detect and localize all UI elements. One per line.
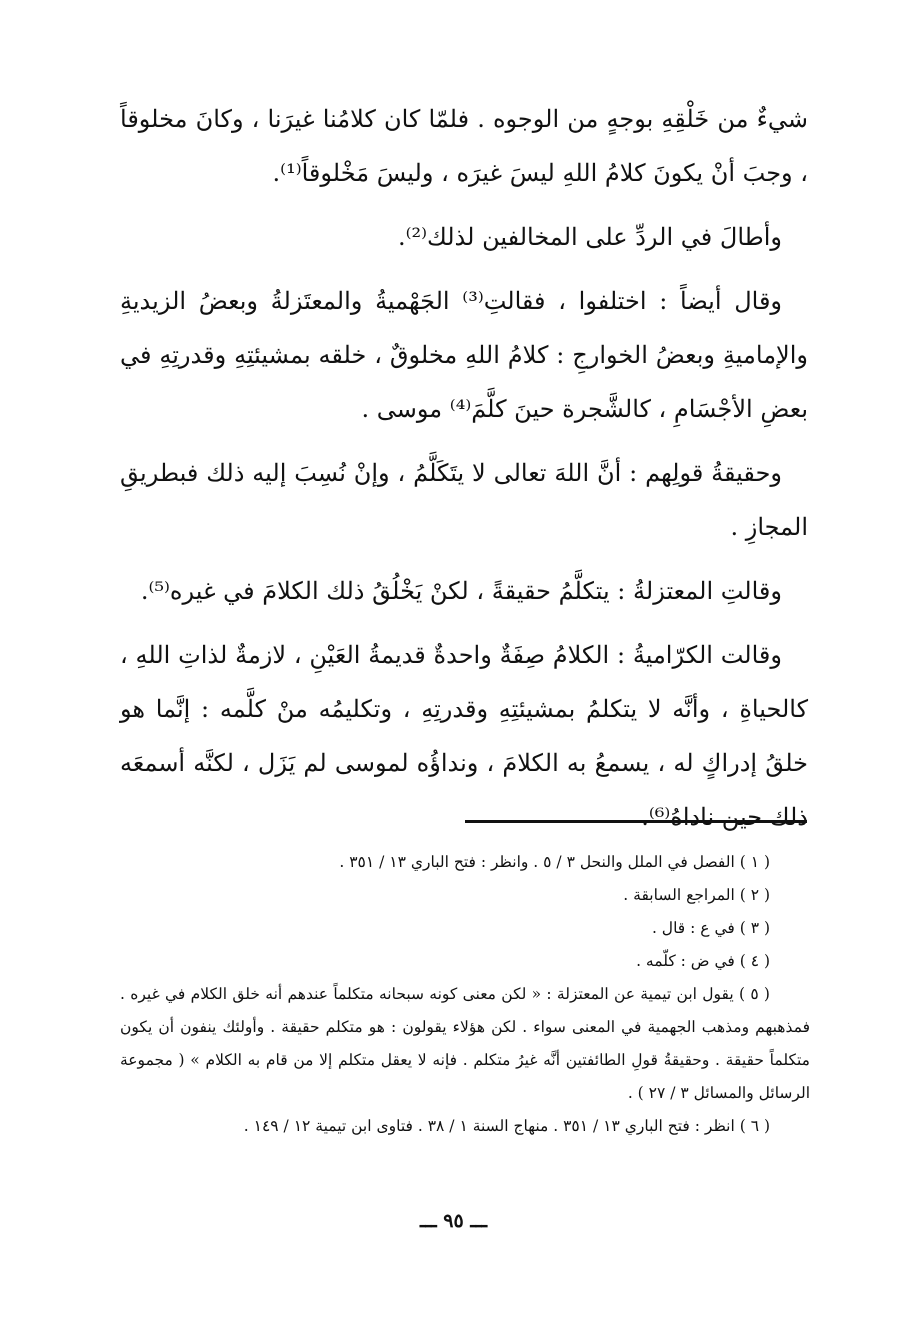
main-text — [120, 92, 808, 854]
footnotes — [120, 846, 810, 1143]
paragraph-4: وحقيقةُ قولِهم : أنَّ اللهَ تعالى لا يتَكَلَّمُ ، وإنْ نُسِبَ إليه ذلك فبطريقِ المجازِ . — [120, 459, 808, 541]
paragraph-6: وقالت الكرّاميةُ : الكلامُ صِفَةٌ واحدةٌ قديمةُ العَيْنِ ، لازمةٌ لذاتِ اللهِ ، كالحياةِ ، وأنَّه لا يتكلمُ بمشيئتِهِ وقدرتِهِ ، وتكليمُه منْ كلَّمه : إنَّما هو خلقُ إدراكٍ له ، يسمعُ به الكلامَ ، ونداؤُه لموسى لم يَزَل ، لكنَّه أسمعَه ذلك حين ناداهُ⁽⁶⁾. — [120, 641, 808, 831]
footnote-3: ( ٣ ) في ع : قال . — [651, 919, 770, 937]
footnote-4: ( ٤ ) في ض : كلّمه . — [636, 952, 770, 970]
page-number: ـــ ٩٥ ـــ — [419, 1210, 488, 1232]
footnote-separator — [465, 820, 807, 823]
paragraph-5: وقالتِ المعتزلةُ : يتكلَّمُ حقيقةً ، لكنْ يَخْلُقُ ذلك الكلامَ في غيره⁽⁵⁾. — [140, 577, 782, 605]
footnote-6: ( ٦ ) انظر : فتح الباري ١٣ / ٣٥١ . منهاج السنة ١ / ٣٨ . فتاوى ابن تيمية ١٢ / ١٤٩ . — [243, 1117, 770, 1135]
footnote-2: ( ٢ ) المراجع السابقة . — [623, 886, 770, 904]
paragraph-3: وقال أيضاً : اختلفوا ، فقالتِ⁽³⁾ الجَهْميةُ والمعتَزلةُ وبعضُ الزيديةِ والإماميةِ وبعضُ الخوارجِ : كلامُ اللهِ مخلوقٌ ، خلقه بمشيئتِهِ وقدرتِهِ في بعضِ الأجْسَامِ ، كالشَّجرة حينَ كلَّمَ⁽⁴⁾ موسى . — [120, 287, 808, 423]
footnote-5: ( ٥ ) يقول ابن تيمية عن المعتزلة : « لكن معنى كونه سبحانه متكلماً عندهم أنه خلق الكلام في غيره . فمذهبهم ومذهب الجهمية في المعنى سواء . لكن هؤلاء يقولون : هو متكلم حقيقة . وأولئك ينفون أن يكون متكلماً حقيقة . وحقيقةُ قولِ الطائفتين أنَّه غيرُ متكلم . فإنه لا يعقل متكلم إلا من قام به الكلام » ( مجموعة الرسائل والمسائل ٣ / ٢٧ ) . — [120, 985, 810, 1102]
footnote-1: ( ١ ) الفصل في الملل والنحل ٣ / ٥ . وانظر : فتح الباري ١٣ / ٣٥١ . — [339, 853, 770, 871]
paragraph-2: وأطالَ في الردِّ على المخالفين لذلك⁽²⁾. — [397, 223, 782, 251]
paragraph-1: شيءٌ من خَلْقِهِ بوجهٍ من الوجوه . فلمّا كان كلامُنا غيرَنا ، وكانَ مخلوقاً ، وجبَ أنْ يكونَ كلامُ اللهِ ليسَ غيرَه ، وليسَ مَخْلوقاً⁽¹⁾. — [120, 105, 808, 187]
